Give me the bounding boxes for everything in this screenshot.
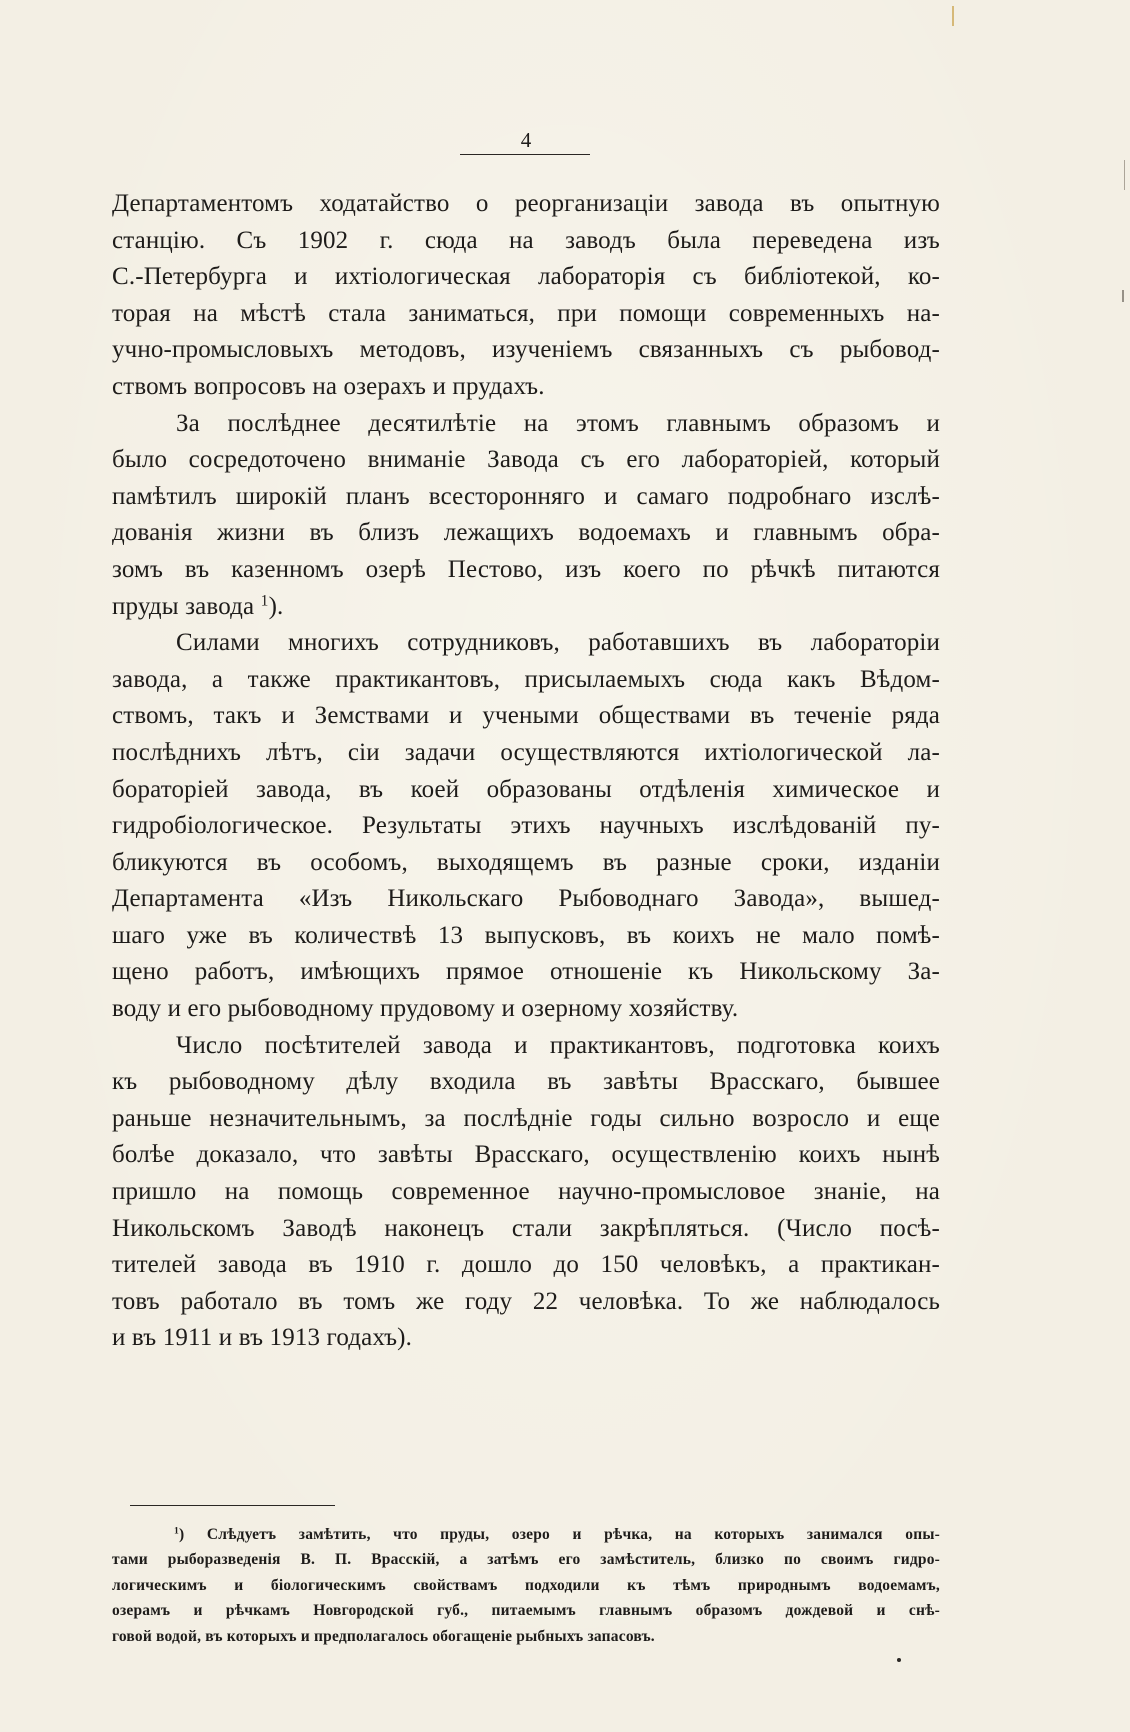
footnote-line — [112, 1547, 940, 1572]
line-text: зомъ въ казенномъ озерѣ Пестово, изъ коего по рѣчкѣ питаются — [112, 555, 940, 583]
text-line — [112, 1137, 940, 1174]
text-line — [112, 369, 940, 406]
text-line — [112, 479, 940, 516]
text-line — [112, 259, 940, 296]
line-text: ) Слѣдуетъ замѣтить, что пруды, озеро и рѣчка, на которыхъ занимался опы- — [179, 1526, 940, 1543]
text-line — [112, 772, 940, 809]
footnote-rule — [130, 1505, 335, 1506]
line-text: болѣе доказало, что завѣты Врасскаго, осуществленію коихъ нынѣ — [112, 1141, 940, 1169]
line-text: Силами многихъ сотрудниковъ, работавшихъ въ лабораторіи — [176, 629, 940, 657]
edge-mark — [952, 6, 954, 26]
line-text: послѣднихъ лѣтъ, сіи задачи осуществляются ихтіологической ла- — [112, 738, 940, 766]
page-number: 4 — [520, 128, 532, 152]
text-line — [112, 808, 940, 845]
text-line — [112, 406, 940, 443]
text-line — [112, 881, 940, 918]
text-line — [112, 296, 940, 333]
footnote-line — [112, 1624, 940, 1649]
line-text: тителей завода въ 1910 г. дошло до 150 человѣкъ, а практикан- — [112, 1251, 940, 1279]
text-line — [112, 589, 940, 626]
text-line — [112, 1284, 940, 1321]
line-text: дованія жизни въ близъ лежащихъ водоемахъ и главнымъ обра- — [112, 519, 940, 547]
line-text: Департамента «Изъ Никольскаго Рыбоводнаго Завода», вышед- — [112, 885, 940, 913]
text-line — [112, 442, 940, 479]
footnote-marker: 1 — [174, 1525, 179, 1537]
edge-mark — [1122, 290, 1124, 302]
body-text — [112, 186, 940, 1357]
text-line — [112, 1211, 940, 1248]
line-text: памѣтилъ широкій планъ всесторонняго и самаго подробнаго изслѣ- — [112, 482, 940, 510]
text-line — [112, 918, 940, 955]
text-line — [112, 1247, 940, 1284]
text-line — [112, 698, 940, 735]
page-number-rule — [460, 154, 590, 155]
text-line — [112, 332, 940, 369]
line-text: Никольскомъ Заводѣ наконецъ стали закрѣпляться. (Число посѣ- — [112, 1214, 940, 1242]
line-text: пруды завода — [112, 592, 261, 620]
edge-mark — [1124, 160, 1125, 190]
footnote — [112, 1522, 940, 1649]
text-line — [112, 991, 940, 1028]
line-text: торая на мѣстѣ стала заниматься, при помощи современныхъ на- — [112, 299, 940, 327]
text-line — [112, 552, 940, 589]
footnote-reference: 1 — [260, 592, 269, 610]
line-text: логическимъ и біологическимъ свойствамъ подходили къ тѣмъ природнымъ водоемамъ, — [112, 1576, 940, 1594]
text-line — [112, 1064, 940, 1101]
text-line — [112, 845, 940, 882]
text-line — [112, 954, 940, 991]
line-text: завода, а также практикантовъ, присылаемыхъ сюда какъ Вѣдом- — [112, 665, 940, 693]
line-text: тами рыборазведенія В. П. Врасскій, а затѣмъ его замѣститель, близко по своимъ гидро- — [112, 1551, 940, 1569]
text-line — [112, 1028, 940, 1065]
line-text: С.-Петербурга и ихтіологическая лабораторія съ библіотекой, ко- — [112, 263, 940, 291]
text-line — [112, 735, 940, 772]
line-text: раньше незначительнымъ, за послѣдніе годы сильно возросло и еще — [112, 1104, 940, 1132]
line-text: озерамъ и рѣчкамъ Новгородской губ., питаемымъ главнымъ образомъ дождевой и снѣ- — [112, 1602, 940, 1620]
text-line — [112, 625, 940, 662]
line-text: было сосредоточено вниманіе Завода съ его лабораторіей, который — [112, 446, 940, 474]
footnote-line — [112, 1522, 940, 1547]
ink-dot — [897, 1658, 901, 1662]
text-line — [112, 223, 940, 260]
line-text: и въ 1911 и въ 1913 годахъ). — [112, 1324, 413, 1352]
line-text: За послѣднее десятилѣтіе на этомъ главнымъ образомъ и — [176, 409, 940, 437]
text-line — [112, 515, 940, 552]
line-text: воду и его рыбоводному прудовому и озерному хозяйству. — [112, 995, 739, 1023]
text-line — [112, 1320, 940, 1357]
footnote-line — [112, 1573, 940, 1598]
line-text-after: ). — [268, 592, 284, 620]
line-text: къ рыбоводному дѣлу входила въ завѣты Врасскаго, бывшее — [112, 1068, 940, 1096]
text-line — [112, 1101, 940, 1138]
line-text: станцію. Съ 1902 г. сюда на заводъ была переведена изъ — [112, 226, 940, 254]
line-text: Число посѣтителей завода и практикантовъ, подготовка коихъ — [176, 1031, 940, 1059]
line-text: товъ работало въ томъ же году 22 человѣка. То же наблюдалось — [112, 1287, 940, 1315]
line-text: бликуются въ особомъ, выходящемъ въ разные сроки, изданіи — [112, 848, 940, 876]
line-text: щено работъ, имѣющихъ прямое отношеніе къ Никольскому За- — [112, 958, 940, 986]
line-text: шаго уже въ количествѣ 13 выпусковъ, въ коихъ не мало помѣ- — [112, 921, 940, 949]
line-text: Департаментомъ ходатайство о реорганизаціи завода въ опытную — [112, 190, 940, 217]
line-text: учно-промысловыхъ методовъ, изученіемъ связанныхъ съ рыбовод- — [112, 336, 940, 364]
text-line — [112, 1174, 940, 1211]
footnote-line — [112, 1598, 940, 1623]
line-text: бораторіей завода, въ коей образованы отдѣленія химическое и — [112, 775, 940, 803]
text-line — [112, 186, 940, 223]
line-text: гидробіологическое. Результаты этихъ научныхъ изслѣдованій пу- — [112, 812, 940, 840]
line-text: ствомъ вопросовъ на озерахъ и прудахъ. — [112, 372, 545, 400]
line-text: пришло на помощь современное научно-промысловое знаніе, на — [112, 1178, 940, 1206]
line-text: ствомъ, такъ и Земствами и учеными обществами въ теченіе ряда — [112, 702, 940, 730]
text-line — [112, 662, 940, 699]
line-text: говой водой, въ которыхъ и предполагалось обогащеніе рыбныхъ запасовъ. — [112, 1627, 655, 1645]
